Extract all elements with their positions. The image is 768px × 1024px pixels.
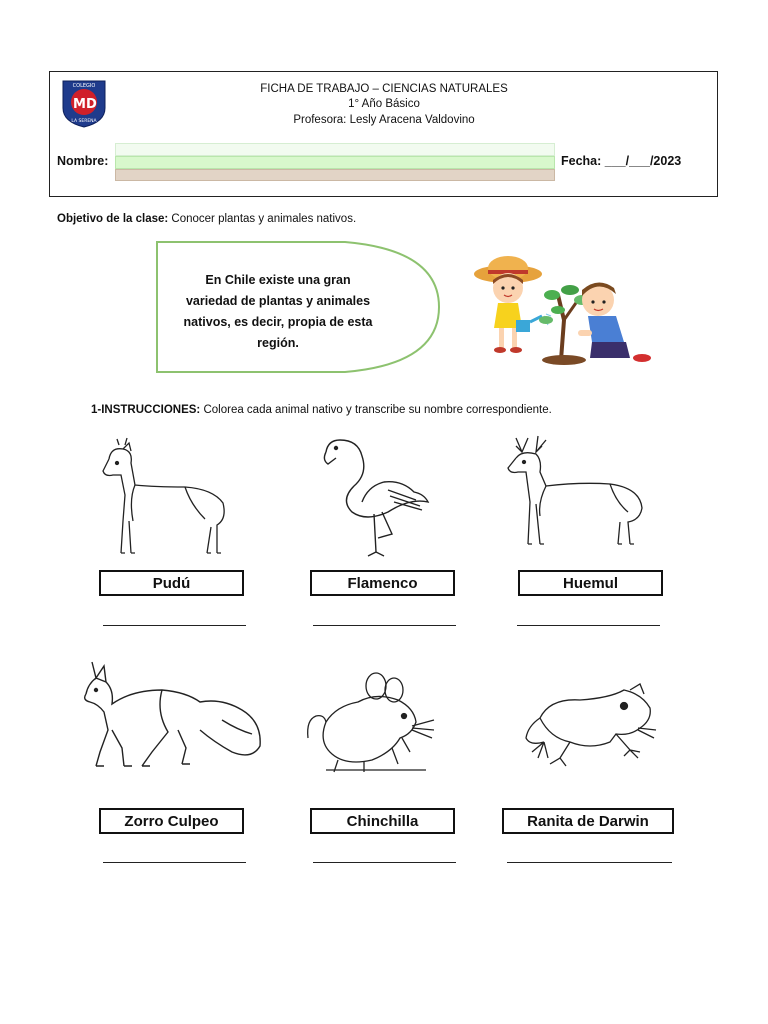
write-line-flamenco[interactable]	[313, 625, 456, 626]
frog-drawing	[520, 680, 660, 770]
kids-planting-illustration	[466, 250, 666, 370]
chinchilla-drawing	[302, 668, 438, 776]
bubble-text	[160, 270, 396, 354]
svg-text:D: D	[86, 97, 97, 112]
animal-label-flamenco: Flamenco	[310, 570, 455, 596]
pudu-drawing	[95, 435, 235, 560]
instructions-text: Colorea cada animal nativo y transcribe su nombre correspondiente.	[200, 404, 552, 416]
bubble-line: nativos, es decir, propia de esta	[183, 315, 373, 329]
write-line-ranita-de-darwin[interactable]	[507, 862, 672, 863]
teacher-name: Profesora: Lesly Aracena Valdovino	[293, 114, 475, 126]
bubble-line: región.	[257, 336, 299, 350]
nombre-field[interactable]	[115, 143, 555, 181]
fecha-field[interactable]: Fecha: ___/___/2023	[561, 154, 682, 168]
animal-label-ranita-de-darwin: Ranita de Darwin	[502, 808, 674, 834]
bubble-line: En Chile existe una gran	[205, 273, 351, 287]
write-line-huemul[interactable]	[517, 625, 660, 626]
instructions	[91, 404, 552, 416]
objetivo-text: Conocer plantas y animales nativos.	[168, 213, 357, 225]
animal-label-zorro-culpeo: Zorro Culpeo	[99, 808, 244, 834]
fox-drawing	[82, 660, 264, 775]
grade-level: 1° Año Básico	[348, 98, 420, 110]
logo-text-top: COLEGIO	[72, 83, 96, 89]
write-line-pudu[interactable]	[103, 625, 246, 626]
school-logo	[59, 78, 109, 128]
objetivo-label: Objetivo de la clase:	[57, 213, 169, 225]
objetivo	[57, 213, 356, 225]
animal-label-pudu: Pudú	[99, 570, 244, 596]
write-line-zorro-culpeo[interactable]	[103, 862, 246, 863]
svg-text:M: M	[73, 97, 86, 112]
worksheet-title: FICHA DE TRABAJO – CIENCIAS NATURALES	[260, 83, 508, 95]
instructions-label: 1-INSTRUCCIONES:	[91, 404, 201, 416]
write-line-chinchilla[interactable]	[313, 862, 456, 863]
bubble-line: variedad de plantas y animales	[185, 294, 371, 308]
animal-label-chinchilla: Chinchilla	[310, 808, 455, 834]
flamingo-drawing	[318, 430, 436, 560]
huemul-drawing	[500, 432, 648, 550]
nombre-label: Nombre:	[57, 154, 109, 168]
animal-label-huemul: Huemul	[518, 570, 663, 596]
logo-text-bottom: LA SERENA	[71, 119, 97, 124]
